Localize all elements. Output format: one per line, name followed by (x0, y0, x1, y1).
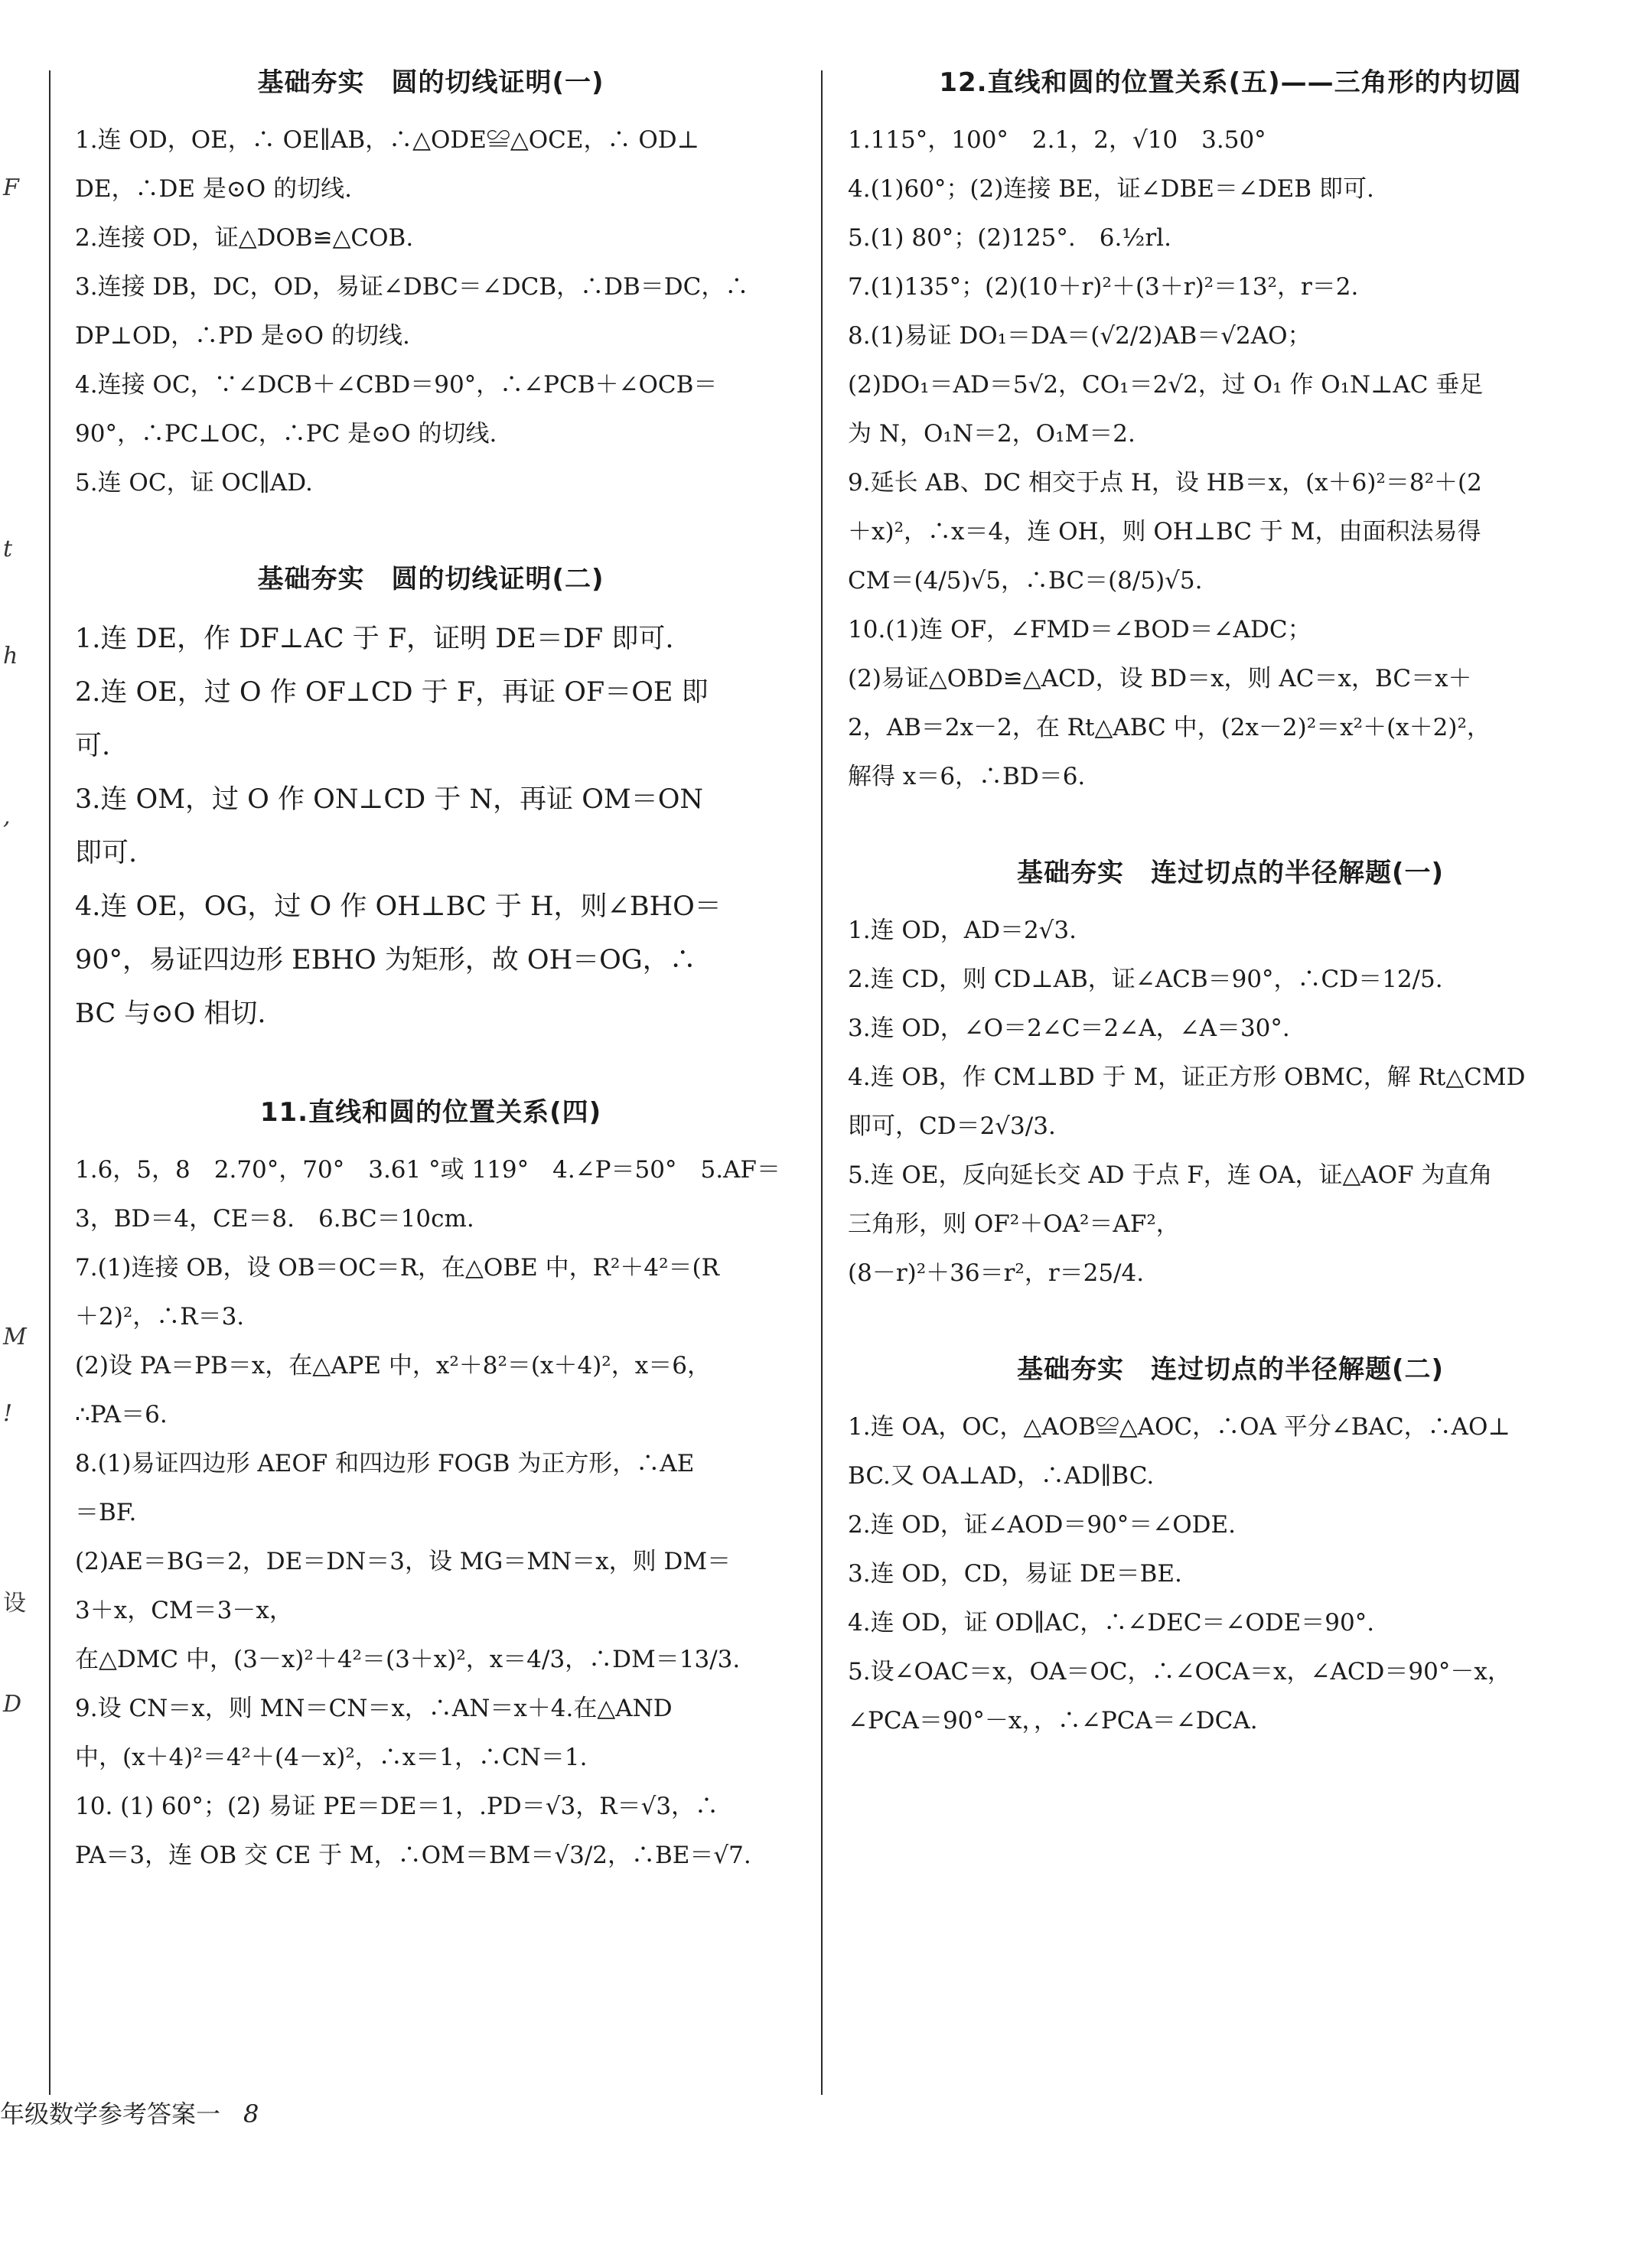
answer-line: 即可，CD＝2√3/3. (848, 1112, 1056, 1140)
answer-line: ＋2)²，∴R＝3. (75, 1303, 245, 1331)
answer-line: 2.连 CD，则 CD⊥AB，证∠ACB＝90°，∴CD＝12/5. (848, 966, 1443, 993)
answer-line: ∴PA＝6. (75, 1401, 168, 1428)
answer-line: 5.(1) 80°；(2)125°. 6.½rl. (848, 224, 1171, 252)
answer-line: 1.6，5，8 2.70°，70° 3.61 °或 119° 4.∠P＝50° 5.AF＝ (75, 1156, 780, 1184)
answer-line: 解得 x＝6，∴BD＝6. (848, 763, 1086, 790)
center-column-rule (821, 70, 823, 2095)
answer-line: 1.连 OD，OE，∴ OE∥AB，∴△ODE≌△OCE，∴ OD⊥ (75, 126, 699, 154)
margin-fragment: 设 (3, 1590, 26, 1617)
answer-line: 2.连 OE，过 O 作 OF⊥CD 于 F，再证 OF＝OE 即 (75, 677, 709, 708)
answer-line: 即可. (75, 838, 138, 868)
margin-fragment: ! (3, 1400, 13, 1427)
answer-line: BC 与⊙O 相切. (75, 998, 266, 1029)
answer-line: (2)DO₁＝AD＝5√2，CO₁＝2√2，过 O₁ 作 O₁N⊥AC 垂足 (848, 371, 1484, 399)
answer-line: 5.设∠OAC＝x，OA＝OC，∴∠OCA＝x，∠ACD＝90°－x， (848, 1658, 1511, 1686)
answer-line: DP⊥OD，∴PD 是⊙O 的切线. (75, 322, 410, 350)
answer-line: 10.(1)连 OF，∠FMD＝∠BOD＝∠ADC； (848, 616, 1311, 643)
margin-fragment: , (3, 803, 11, 830)
section-title: 基础夯实 圆的切线证明(一) (257, 67, 604, 98)
answer-line: ∠PCA＝90°－x，，∴∠PCA＝∠DCA. (848, 1707, 1258, 1734)
answer-line: 3.连 OM，过 O 作 ON⊥CD 于 N，再证 OM＝ON (75, 784, 704, 815)
answer-line: 3.连 OD，CD，易证 DE＝BE. (848, 1560, 1182, 1588)
margin-fragment: t (3, 536, 13, 562)
margin-fragment: D (3, 1691, 22, 1718)
footer-text: 年级数学参考答案一 (0, 2099, 221, 2129)
page-number: 8 (243, 2099, 259, 2129)
answer-line: 8.(1)易证 DO₁＝DA＝(√2/2)AB＝√2AO； (848, 322, 1311, 350)
answer-line: ＋x)²，∴x＝4，连 OH，则 OH⊥BC 于 M，由面积法易得 (848, 518, 1481, 546)
answer-line: 3.连接 DB，DC，OD，易证∠DBC＝∠DCB，∴DB＝DC，∴ (75, 273, 749, 301)
answer-line: 可. (75, 731, 111, 761)
answer-line: DE，∴DE 是⊙O 的切线. (75, 175, 352, 203)
answer-line: 4.连 OB，作 CM⊥BD 于 M，证正方形 OBMC，解 Rt△CMD (848, 1063, 1526, 1091)
answer-line: 2.连接 OD，证△DOB≌△COB. (75, 224, 414, 252)
answer-line: (2)易证△OBD≌△ACD，设 BD＝x，则 AC＝x，BC＝x＋ (848, 665, 1472, 692)
answer-line: 3.连 OD，∠O＝2∠C＝2∠A，∠A＝30°. (848, 1015, 1290, 1042)
section-line-circle-4 (75, 1091, 787, 1880)
answer-line: 10. (1) 60°；(2) 易证 PE＝DE＝1，.PD＝√3，R＝√3，∴ (75, 1793, 719, 1820)
margin-fragment: F (3, 174, 19, 201)
section-tangent-proof-1 (75, 61, 787, 507)
answer-line: 为 N，O₁N＝2，O₁M＝2. (848, 420, 1136, 448)
section-title: 基础夯实 圆的切线证明(二) (257, 564, 604, 594)
left-column-rule (49, 70, 51, 2095)
section-line-circle-5 (848, 61, 1613, 801)
answer-line: 9.设 CN＝x，则 MN＝CN＝x，∴AN＝x＋4.在△AND (75, 1695, 673, 1722)
section-title: 基础夯实 连过切点的半径解题(二) (1016, 1354, 1445, 1385)
answer-line: 4.连 OE，OG，过 O 作 OH⊥BC 于 H，则∠BHO＝ (75, 891, 722, 922)
answer-line: 90°，∴PC⊥OC，∴PC 是⊙O 的切线. (75, 420, 497, 448)
answer-line: (2)设 PA＝PB＝x，在△APE 中，x²＋8²＝(x＋4)²，x＝6， (75, 1352, 711, 1379)
left-column (75, 61, 787, 1880)
answer-line: 2，AB＝2x－2，在 Rt△ABC 中，(2x－2)²＝x²＋(x＋2)²， (848, 714, 1491, 741)
answer-line: 9.延长 AB、DC 相交于点 H，设 HB＝x，(x＋6)²＝8²＋(2 (848, 469, 1482, 497)
section-tangent-radius-2 (848, 1348, 1613, 1745)
section-title: 12.直线和圆的位置关系(五)——三角形的内切圆 (939, 67, 1522, 98)
answer-line: 4.连接 OC，∵∠DCB＋∠CBD＝90°，∴∠PCB＋∠OCB＝ (75, 371, 718, 399)
answer-line: 在△DMC 中，(3－x)²＋4²＝(3＋x)²，x＝4/3，∴DM＝13/3. (75, 1646, 741, 1673)
answer-line: (2)AE＝BG＝2，DE＝DN＝3，设 MG＝MN＝x，则 DM＝ (75, 1548, 732, 1575)
answer-line: 7.(1)连接 OB，设 OB＝OC＝R，在△OBE 中，R²＋4²＝(R (75, 1254, 719, 1282)
left-margin-bleed (0, 0, 46, 2112)
answer-line: CM＝(4/5)√5，∴BC＝(8/5)√5. (848, 567, 1203, 594)
section-tangent-radius-1 (848, 852, 1613, 1298)
answer-line: 1.连 DE，作 DF⊥AC 于 F，证明 DE＝DF 即可. (75, 624, 674, 654)
answer-line: 4.(1)60°；(2)连接 BE，证∠DBE＝∠DEB 即可. (848, 175, 1374, 203)
answer-line: 1.115°，100° 2.1，2，√10 3.50° (848, 126, 1266, 154)
answer-line: 90°，易证四边形 EBHO 为矩形，故 OH＝OG，∴ (75, 945, 696, 976)
section-title: 11.直线和圆的位置关系(四) (259, 1097, 602, 1128)
answer-line: 2.连 OD，证∠AOD＝90°＝∠ODE. (848, 1511, 1237, 1539)
answer-line: 7.(1)135°；(2)(10＋r)²＋(3＋r)²＝13²，r＝2. (848, 273, 1359, 301)
answer-line: 3，BD＝4，CE＝8. 6.BC＝10cm. (75, 1205, 474, 1233)
answer-line: 8.(1)易证四边形 AEOF 和四边形 FOGB 为正方形，∴AE (75, 1450, 695, 1477)
answer-line: 中，(x＋4)²＝4²＋(4－x)²，∴x＝1，∴CN＝1. (75, 1744, 588, 1771)
answer-line: 1.连 OD，AD＝2√3. (848, 917, 1077, 944)
page-footer (0, 2095, 259, 2130)
answer-line: 3＋x，CM＝3－x， (75, 1597, 293, 1624)
answer-line: 三角形，则 OF²＋OA²＝AF²， (848, 1210, 1180, 1238)
margin-fragment: h (3, 643, 18, 669)
section-title: 基础夯实 连过切点的半径解题(一) (1016, 858, 1445, 888)
right-column (848, 61, 1613, 1745)
answer-line: ＝BF. (75, 1499, 137, 1526)
answer-line: 1.连 OA，OC，△AOB≌△AOC，∴OA 平分∠BAC，∴AO⊥ (848, 1413, 1510, 1441)
answer-line: PA＝3，连 OB 交 CE 于 M，∴OM＝BM＝√3/2，∴BE＝√7. (75, 1842, 751, 1869)
answer-line: (8－r)²＋36＝r²，r＝25/4. (848, 1259, 1145, 1287)
margin-fragment: M (3, 1324, 27, 1350)
answer-line: 5.连 OC，证 OC∥AD. (75, 469, 313, 497)
section-tangent-proof-2 (75, 558, 787, 1041)
answer-line: 4.连 OD，证 OD∥AC，∴∠DEC＝∠ODE＝90°. (848, 1609, 1375, 1637)
answer-line: BC.又 OA⊥AD，∴AD∥BC. (848, 1462, 1155, 1490)
answer-line: 5.连 OE，反向延长交 AD 于点 F，连 OA，证△AOF 为直角 (848, 1161, 1493, 1189)
